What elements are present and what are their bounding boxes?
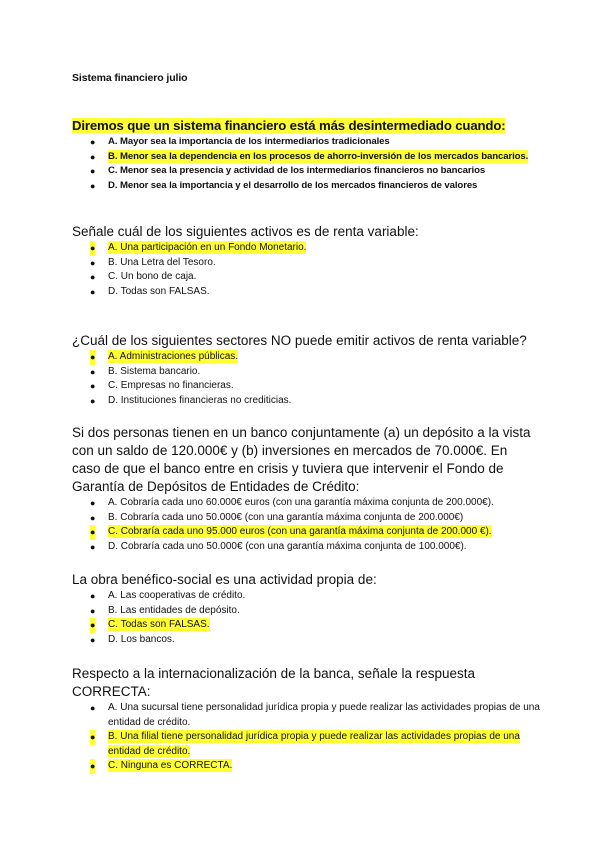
- document-title: Sistema financiero julio: [72, 72, 188, 84]
- option-list: [72, 241, 542, 299]
- bullet-icon: ●: [90, 395, 96, 406]
- option-b: ● B. Una Letra del Tesoro.: [72, 256, 542, 271]
- option-list: [72, 701, 542, 774]
- bullet-icon: ●: [90, 366, 96, 377]
- option-b: ● B. Las entidades de depósito.: [72, 604, 542, 619]
- option-d: ● D. Instituciones financieras no crediticias.: [72, 394, 542, 409]
- option-c: ● C. Todas son FALSAS.: [72, 618, 542, 633]
- question-text: ¿Cuál de los siguientes sectores NO puede emitir activos de renta variable?: [72, 333, 527, 348]
- question-5: [72, 571, 542, 647]
- option-c: ● C. Un bono de caja.: [72, 270, 542, 285]
- bullet-icon: ●: [90, 730, 95, 745]
- option-a: ● A. Una participación en un Fondo Monetario.: [72, 241, 542, 256]
- bullet-icon: ●: [90, 541, 96, 552]
- question-6: [72, 665, 540, 774]
- question-2: [72, 223, 542, 299]
- option-a: ● A. Administraciones públicas.: [72, 350, 542, 365]
- bullet-icon: ●: [90, 591, 96, 601]
- bullet-icon: ●: [90, 166, 96, 177]
- bullet-icon: ●: [90, 286, 96, 297]
- bullet-icon: ●: [90, 618, 95, 633]
- option-list: [72, 589, 542, 647]
- question-text: La obra benéfico-social es una actividad propia de:: [72, 572, 377, 587]
- bullet-icon: ●: [90, 151, 96, 162]
- option-list: [72, 496, 532, 554]
- option-d: ● D. Todas son FALSAS.: [72, 285, 542, 300]
- bullet-icon: ●: [90, 241, 95, 256]
- question-4: [72, 424, 532, 554]
- option-a: ● A. Una sucursal tiene personalidad jurídica propia y puede realizar las actividades propias de una entidad de crédito.: [90, 702, 540, 728]
- question-1: [72, 117, 542, 193]
- option-b: ● B. Sistema bancario.: [72, 365, 542, 380]
- option-c: ● C. Cobraría cada uno 95.000 euros (con una garantía máxima conjunta de 200.000 €).: [72, 525, 532, 540]
- option-c: ● C. Menor sea la presencia y actividad de los intermediarios financieros no bancarios: [72, 164, 542, 179]
- bullet-icon: ●: [90, 634, 96, 645]
- question-3: [72, 332, 542, 408]
- bullet-icon: ●: [90, 137, 96, 147]
- question-text: Diremos que un sistema financiero está más desintermediado cuando:: [72, 118, 506, 133]
- option-b: ● B. Cobraría cada uno 50.000€ (con una garantía máxima conjunta de 200.000€): [72, 511, 532, 526]
- bullet-icon: ●: [90, 257, 96, 268]
- option-a: ● A. Cobraría cada uno 60.000€ euros (con una garantía máxima conjunta de 200.000€).: [72, 496, 532, 511]
- option-d: ● D. Menor sea la importancia y el desarrollo de los mercados financieros de valores: [72, 179, 542, 194]
- question-text: Si dos personas tienen en un banco conjuntamente (a) un depósito a la vista con un saldo de 120.000€ y (b) inversiones en mercados de 70.000€. En caso de que el banco entre en crisis y tuviera que intervenir el Fondo de Garantía de Depósitos de Entidades de Crédito:: [72, 425, 531, 494]
- bullet-icon: ●: [90, 525, 95, 540]
- option-b: ● B. Menor sea la dependencia en los procesos de ahorro-inversión de los mercados bancarios.: [72, 150, 542, 165]
- option-a: ● A. Mayor sea la importancia de los intermediarios tradicionales: [72, 135, 542, 150]
- bullet-icon: ●: [90, 512, 96, 523]
- question-text: Respecto a la internacionalización de la banca, señale la respuesta CORRECTA:: [72, 666, 476, 699]
- bullet-icon: ●: [90, 350, 95, 365]
- option-c: ● C. Empresas no financieras.: [72, 379, 542, 394]
- bullet-icon: ●: [90, 759, 95, 774]
- option-d: ● D. Cobraría cada uno 50.000€ (con una garantía máxima conjunta de 100.000€).: [72, 540, 532, 555]
- bullet-icon: ●: [90, 381, 96, 392]
- bullet-icon: ●: [90, 272, 96, 283]
- option-list: [72, 135, 542, 193]
- bullet-icon: ●: [90, 180, 96, 191]
- option-list: [72, 350, 542, 408]
- option-d: ● D. Los bancos.: [72, 633, 542, 648]
- bullet-icon: ●: [90, 605, 96, 616]
- option-c: ● C. Ninguna es CORRECTA.: [72, 759, 542, 774]
- option-a: ● A. Las cooperativas de crédito.: [72, 589, 542, 604]
- bullet-icon: ●: [90, 498, 96, 508]
- bullet-icon: ●: [90, 703, 96, 713]
- question-text: Señale cuál de los siguientes activos es de renta variable:: [72, 224, 419, 239]
- option-b: ● B. Una filial tiene personalidad jurídica propia y puede realizar las actividades propias de una entidad de crédito.: [90, 731, 520, 757]
